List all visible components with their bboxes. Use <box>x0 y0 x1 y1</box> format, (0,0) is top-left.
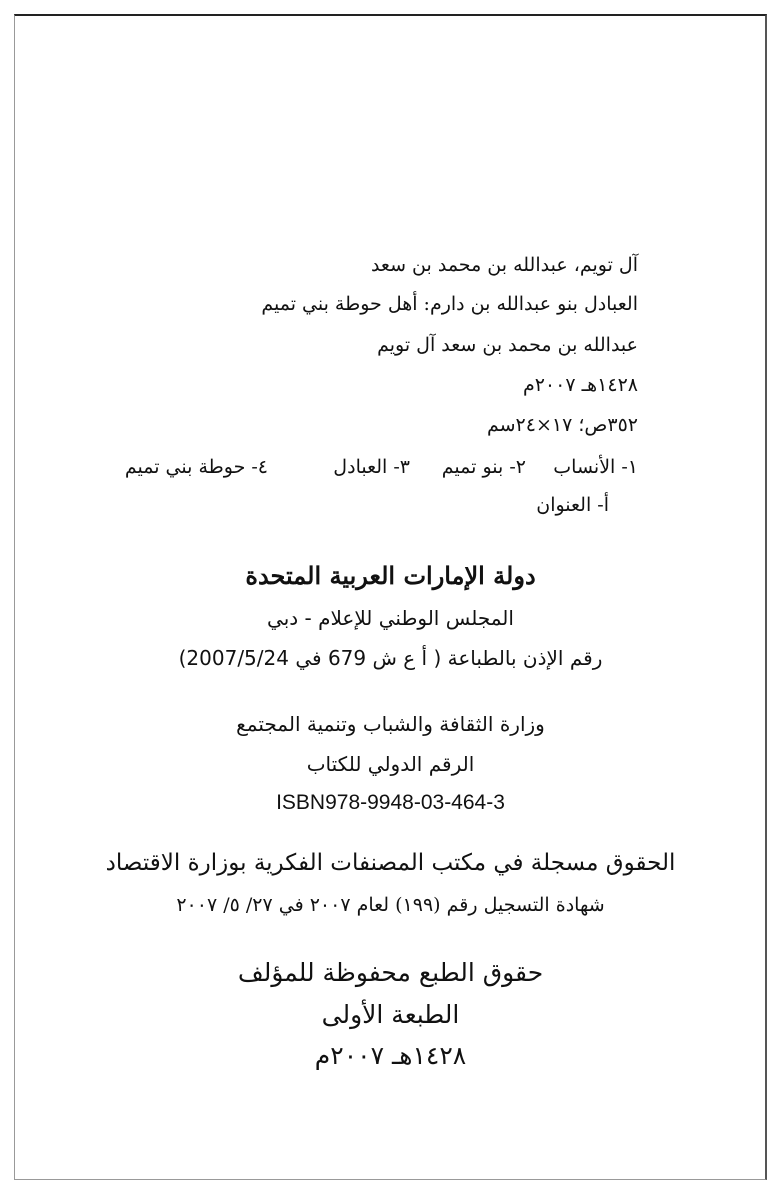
subject-1: ١- الأنساب <box>553 456 638 478</box>
subject-4: ٤- حوطة بني تميم <box>124 456 268 478</box>
registration-certificate: شهادة التسجيل رقم (١٩٩) لعام ٢٠٠٧ في ٢٧/ ٥/ ٢٠٠٧ <box>176 894 605 916</box>
catalog-title: العبادل بنو عبدالله بن دارم: أهل حوطة بني تميم <box>261 293 638 315</box>
catalog-author: آل تويم، عبدالله بن محمد بن سعد <box>370 254 638 276</box>
publication-year: ١٤٢٨هـ ٢٠٠٧م <box>314 1041 467 1070</box>
subject-2: ٢- بنو تميم <box>441 456 526 478</box>
isbn-number: ISBN978-9948-03-464-3 <box>276 791 505 814</box>
rights-registration: الحقوق مسجلة في مكتب المصنفات الفكرية بوزارة الاقتصاد <box>105 850 676 876</box>
catalog-subjects <box>98 458 638 482</box>
council-name: المجلس الوطني للإعلام - دبي <box>267 606 514 630</box>
catalog-date: ١٤٢٨هـ ٢٠٠٧م <box>522 374 638 396</box>
catalog-physical-description: ٣٥٢ص؛ ١٧×٢٤سم <box>486 414 638 436</box>
edition: الطبعة الأولى <box>321 1000 460 1029</box>
copyright-notice: حقوق الطبع محفوظة للمؤلف <box>237 958 544 987</box>
catalog-responsibility: عبدالله بن محمد بن سعد آل تويم <box>377 334 638 356</box>
subject-3: ٣- العبادل <box>333 456 410 478</box>
isbn-label: الرقم الدولي للكتاب <box>306 752 475 776</box>
print-permit: رقم الإذن بالطباعة ( أ ع ش 679 في 2007/5/24) <box>178 646 603 670</box>
catalog-title-entry: أ- العنوان <box>536 494 609 516</box>
country-heading: دولة الإمارات العربية المتحدة <box>245 561 536 590</box>
ministry-name: وزارة الثقافة والشباب وتنمية المجتمع <box>236 712 545 736</box>
